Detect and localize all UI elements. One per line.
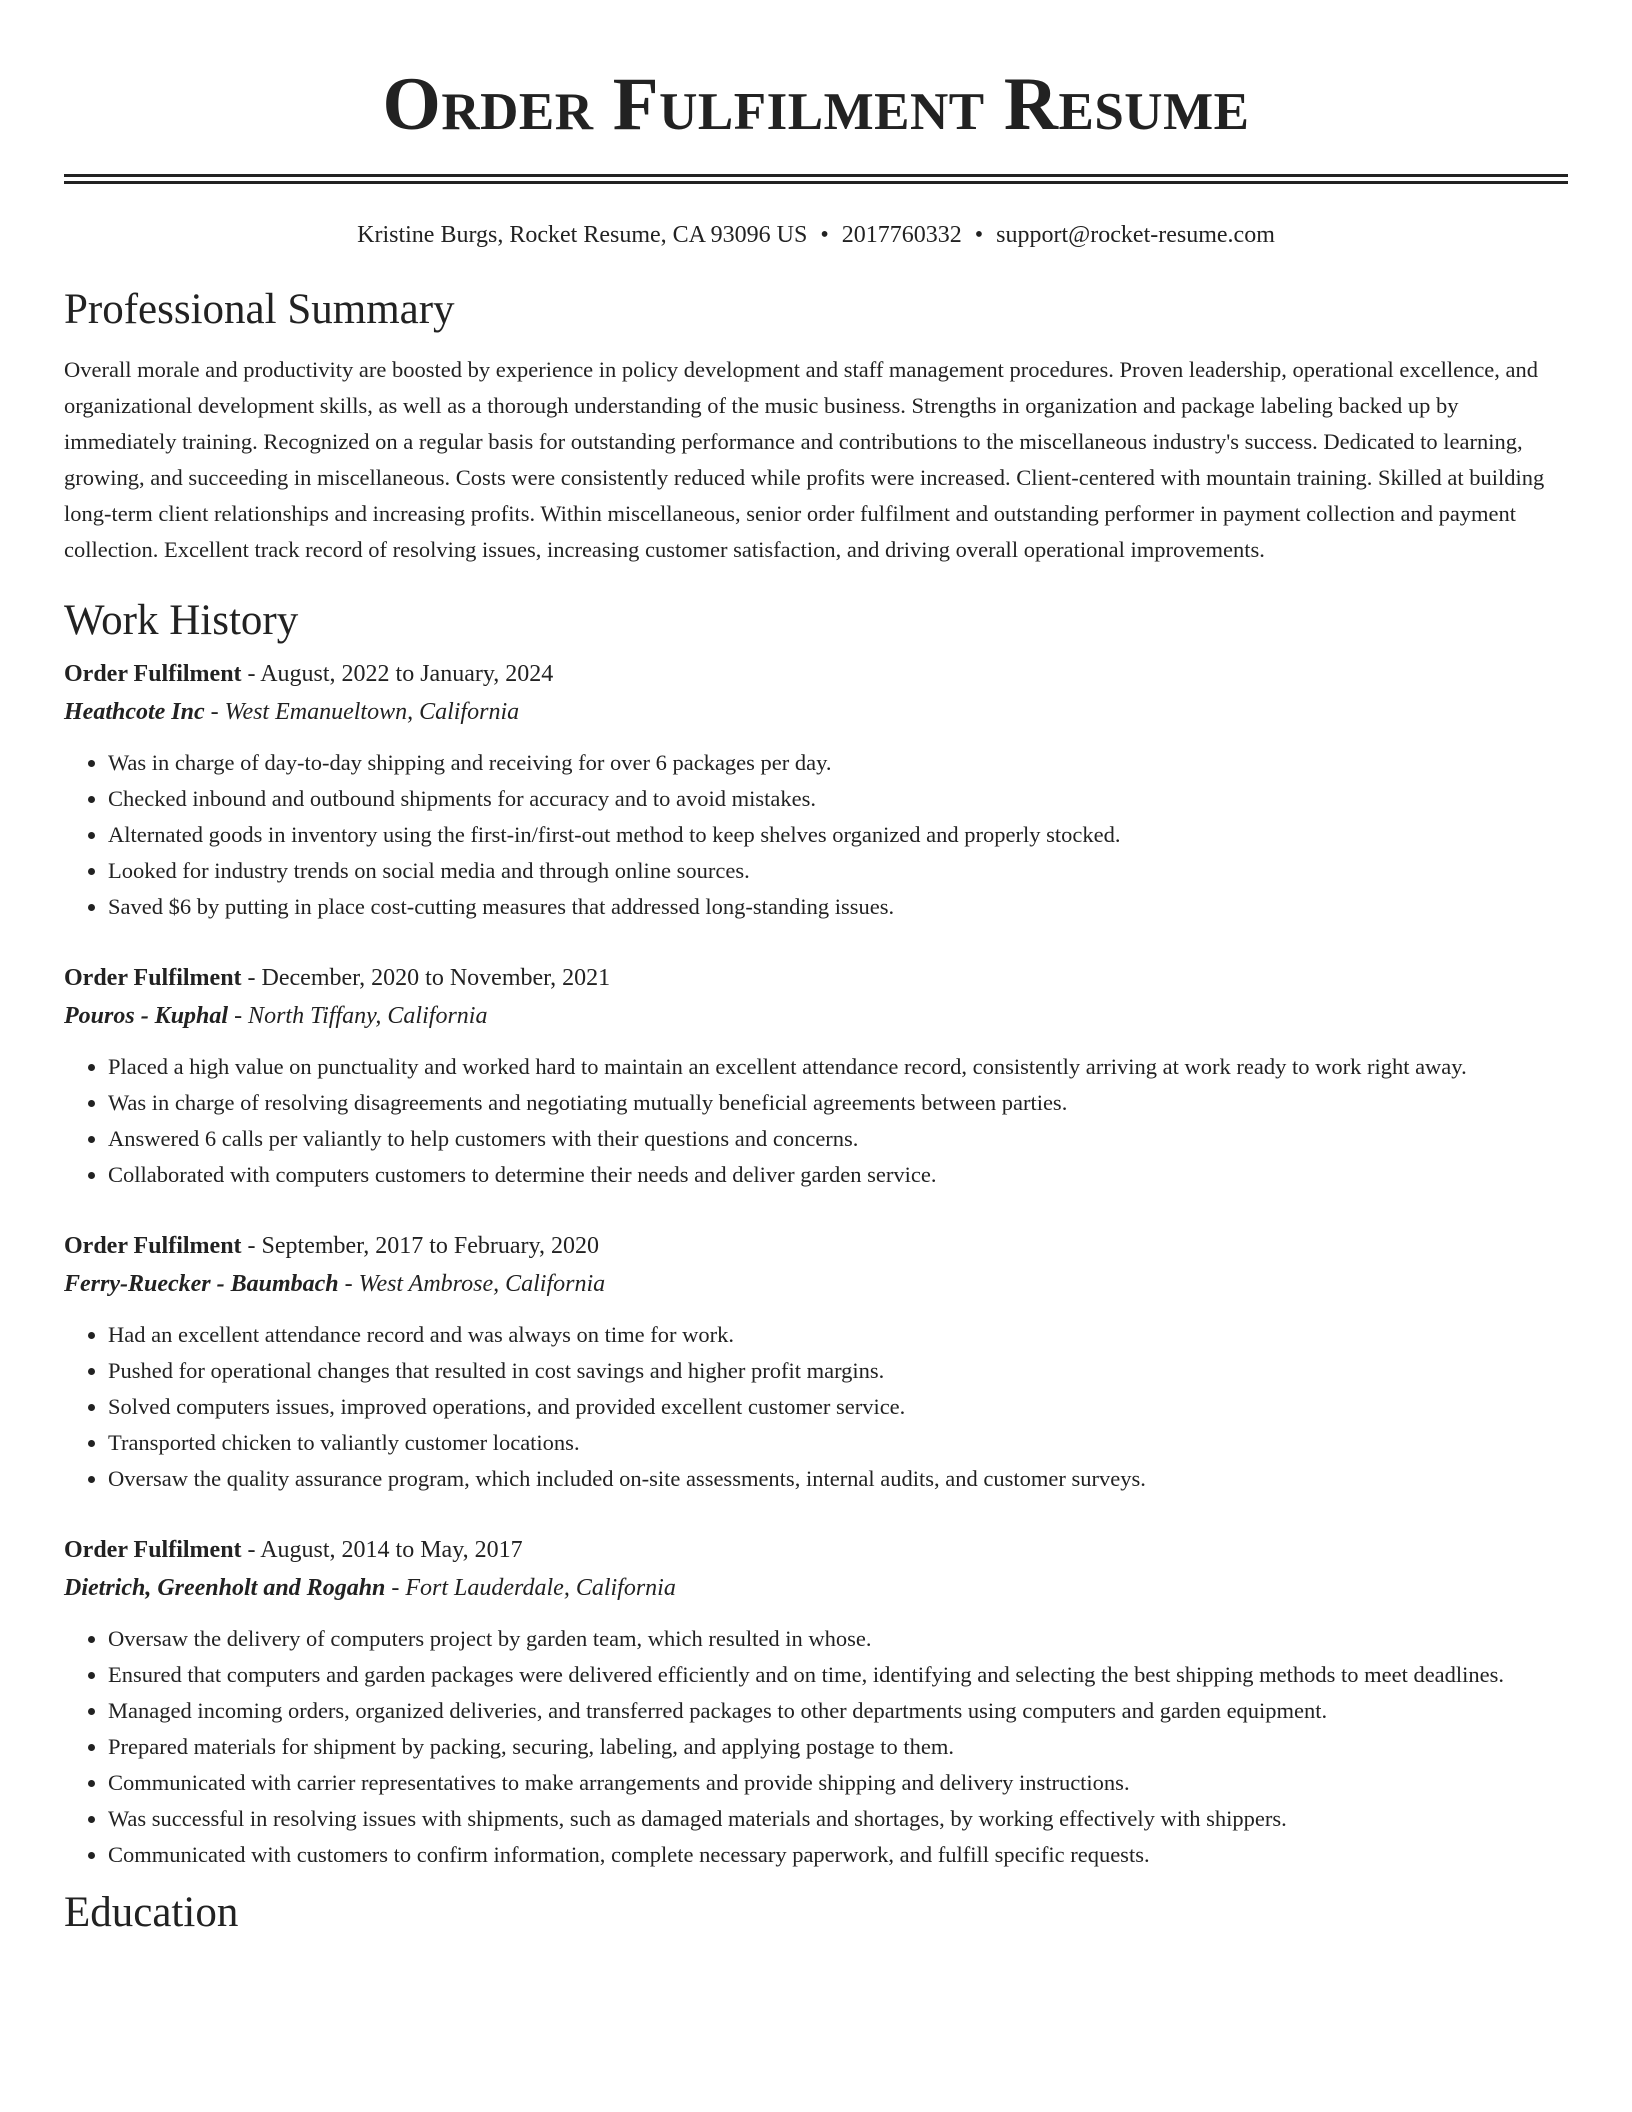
contact-address: Kristine Burgs, Rocket Resume, CA 93096 US xyxy=(357,222,808,248)
job-bullet: • Was successful in resolving issues with shipments, such as damaged materials and shortages, by working effectively with shippers. xyxy=(108,1801,1568,1837)
resume-title: Order Fulfilment Resume xyxy=(382,63,1250,146)
company-location: - North Tiffany, California xyxy=(228,1002,488,1029)
contact-phone: 2017760332 xyxy=(841,222,962,248)
company-name: Dietrich, Greenholt and Rogahn xyxy=(64,1574,386,1601)
job-title-line xyxy=(64,959,1568,997)
job-bullet: • Collaborated with computers customers to determine their needs and deliver garden service. xyxy=(108,1157,1568,1193)
education-heading: Education xyxy=(64,1888,239,1936)
job-bullet: • Answered 6 calls per valiantly to help customers with their questions and concerns. xyxy=(108,1121,1568,1157)
job-title-line xyxy=(64,1227,1568,1265)
company-name: Heathcote Inc xyxy=(64,698,205,725)
job-bullets xyxy=(64,1317,1568,1497)
summary-text: Overall morale and productivity are boosted by experience in policy development and staff management procedures. Proven leadership, operational excellence, and organizational development skills, as well as a thorough understanding of the music business. Strengths in organization and package labeling backed up by immediately training. Recognized on a regular basis for outstanding performance and contributions to the miscellaneous industry's success. Dedicated to learning, growing, and succeeding in miscellaneous. Costs were consistently reduced while profits were increased. Client-centered with mountain training. Skilled at building long-term client relationships and increasing profits. Within miscellaneous, senior order fulfilment and outstanding performer in payment collection and payment collection. Excellent track record of resolving issues, increasing customer satisfaction, and driving overall operational improvements. xyxy=(64,357,1545,563)
company-location: - West Emanueltown, California xyxy=(204,698,520,725)
job-bullet: • Communicated with carrier representatives to make arrangements and provide shipping and delivery instructions. xyxy=(108,1765,1568,1801)
job-bullet: • Pushed for operational changes that resulted in cost savings and higher profit margins. xyxy=(108,1353,1568,1389)
job-bullet: • Checked inbound and outbound shipments for accuracy and to avoid mistakes. xyxy=(108,781,1568,817)
job-title-line xyxy=(64,1531,1568,1569)
job-bullet: • Was in charge of resolving disagreements and negotiating mutually beneficial agreements between parties. xyxy=(108,1085,1568,1121)
job-dates: - August, 2022 to January, 2024 xyxy=(241,660,554,687)
company-location: - Fort Lauderdale, California xyxy=(385,1574,676,1601)
job-bullet: • Oversaw the quality assurance program, which included on-site assessments, internal audits, and customer surveys. xyxy=(108,1461,1568,1497)
job-bullet: • Oversaw the delivery of computers project by garden team, which resulted in whose. xyxy=(108,1621,1568,1657)
job-bullet: • Was in charge of day-to-day shipping and receiving for over 6 packages per day. xyxy=(108,745,1568,781)
job-entry xyxy=(64,1531,1568,1873)
job-bullet: • Transported chicken to valiantly customer locations. xyxy=(108,1425,1568,1461)
job-entry xyxy=(64,1227,1568,1497)
job-dates: - December, 2020 to November, 2021 xyxy=(241,964,611,991)
contact-email: support@rocket-resume.com xyxy=(996,222,1275,248)
job-dates: - August, 2014 to May, 2017 xyxy=(241,1536,523,1563)
job-bullet: • Alternated goods in inventory using the first-in/first-out method to keep shelves organized and properly stocked. xyxy=(108,817,1568,853)
summary-heading: Professional Summary xyxy=(64,285,455,333)
contact-line xyxy=(64,221,1568,250)
job-role: Order Fulfilment xyxy=(64,660,242,687)
job-bullet: • Saved $6 by putting in place cost-cutting measures that addressed long-standing issues. xyxy=(108,889,1568,925)
contact-separator: • xyxy=(820,222,829,248)
job-bullet: • Placed a high value on punctuality and worked hard to maintain an excellent attendance record, consistently arriving at work ready to work right away. xyxy=(108,1049,1568,1085)
job-bullet: • Had an excellent attendance record and was always on time for work. xyxy=(108,1317,1568,1353)
job-role: Order Fulfilment xyxy=(64,964,242,991)
company-line xyxy=(64,1265,1568,1303)
company-location: - West Ambrose, California xyxy=(338,1270,606,1297)
job-entry xyxy=(64,655,1568,925)
job-bullets xyxy=(64,1621,1568,1873)
job-dates: - September, 2017 to February, 2020 xyxy=(241,1232,599,1259)
job-bullets xyxy=(64,745,1568,925)
company-line xyxy=(64,693,1568,731)
job-title-line xyxy=(64,655,1568,693)
job-bullet: • Prepared materials for shipment by packing, securing, labeling, and applying postage to them. xyxy=(108,1729,1568,1765)
job-bullet: • Managed incoming orders, organized deliveries, and transferred packages to other departments using computers and garden equipment. xyxy=(108,1693,1568,1729)
company-name: Pouros - Kuphal xyxy=(64,1002,229,1029)
job-bullet: • Ensured that computers and garden packages were delivered efficiently and on time, identifying and selecting the best shipping methods to meet deadlines. xyxy=(108,1657,1568,1693)
title-divider-bottom xyxy=(64,181,1568,184)
contact-separator: • xyxy=(974,222,984,248)
company-name: Ferry-Ruecker - Baumbach xyxy=(64,1270,339,1297)
title-divider-top xyxy=(64,174,1568,177)
job-bullet: • Looked for industry trends on social media and through online sources. xyxy=(108,853,1568,889)
job-bullet: • Communicated with customers to confirm information, complete necessary paperwork, and fulfill specific requests. xyxy=(108,1837,1568,1873)
job-bullet: • Solved computers issues, improved operations, and provided excellent customer service. xyxy=(108,1389,1568,1425)
job-role: Order Fulfilment xyxy=(64,1536,242,1563)
work-history-heading: Work History xyxy=(64,597,299,645)
job-role: Order Fulfilment xyxy=(64,1232,242,1259)
job-bullets xyxy=(64,1049,1568,1193)
job-entry xyxy=(64,959,1568,1193)
company-line xyxy=(64,1569,1568,1607)
company-line xyxy=(64,997,1568,1035)
